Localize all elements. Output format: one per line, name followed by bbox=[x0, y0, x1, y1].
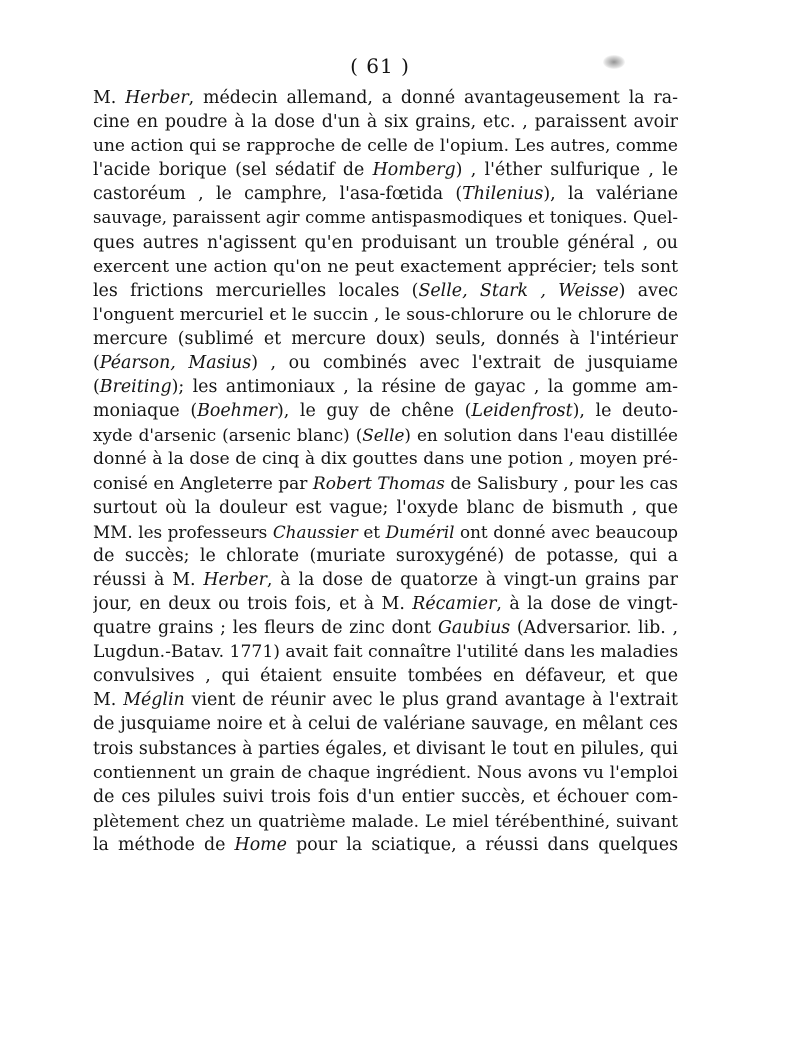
text-run: l'onguent mercuriel et le succin , le sous-chlorure ou le chlorure de bbox=[93, 304, 678, 325]
text-line bbox=[93, 616, 678, 640]
text-run: sauvage, paraissent agir comme antispasmodiques et toniques. Quel- bbox=[93, 208, 678, 228]
text-run: ( bbox=[93, 377, 100, 398]
page-number: ( 61 ) bbox=[350, 54, 410, 78]
italic-name: Robert Thomas bbox=[312, 473, 445, 494]
italic-name: Gaubius bbox=[437, 618, 511, 639]
text-line bbox=[93, 399, 678, 423]
italic-name: Récamier bbox=[412, 593, 497, 614]
text-line bbox=[93, 255, 678, 279]
italic-name: Selle, Stark , Weisse bbox=[418, 280, 619, 301]
text-run: trois substances à parties égales, et divisant le tout en pilules, qui bbox=[93, 738, 678, 759]
text-run: ), le deuto- bbox=[572, 401, 678, 422]
text-run: la méthode de bbox=[93, 834, 235, 855]
text-run: ) , l'éther sulfurique , le bbox=[455, 160, 678, 181]
text-run: moniaque ( bbox=[93, 401, 198, 422]
text-line bbox=[93, 110, 678, 134]
text-run: mercure (sublimé et mercure doux) seuls, donnés à l'intérieur bbox=[93, 328, 678, 349]
text-run: une action qui se rapproche de celle de l'opium. Les autres, comme bbox=[93, 136, 678, 157]
text-run: exercent une action qu'on ne peut exactement apprécier; tels sont bbox=[93, 256, 678, 277]
text-line bbox=[93, 423, 678, 447]
italic-name: Péarson, Masius bbox=[99, 353, 252, 374]
text-run: ) en solution dans l'eau distillée bbox=[404, 425, 678, 446]
text-line bbox=[93, 664, 678, 688]
text-run: surtout où la douleur est vague; l'oxyde blanc de bismuth , que bbox=[93, 497, 678, 518]
text-line bbox=[93, 592, 678, 616]
text-line bbox=[93, 206, 678, 230]
text-line bbox=[93, 712, 678, 736]
text-run: ont donné avec beaucoup bbox=[454, 521, 678, 542]
text-run: M. bbox=[93, 690, 124, 711]
text-run: ) , ou combinés avec l'extrait de jusquiame bbox=[251, 353, 678, 374]
italic-name: Leidenfrost bbox=[471, 401, 573, 422]
text-line bbox=[93, 737, 678, 761]
text-line bbox=[93, 568, 678, 592]
body-text bbox=[93, 86, 678, 857]
text-line bbox=[93, 520, 678, 544]
text-run: conisé en Angleterre par bbox=[93, 473, 313, 494]
text-line bbox=[93, 231, 678, 255]
text-run: ( bbox=[93, 353, 100, 374]
text-line bbox=[93, 447, 678, 471]
italic-name: Herber bbox=[203, 569, 267, 590]
text-line bbox=[93, 303, 678, 327]
text-run: xyde d'arsenic (arsenic blanc) ( bbox=[93, 425, 363, 446]
text-run: de jusquiame noire et à celui de valériane sauvage, en mêlant ces bbox=[93, 714, 678, 735]
text-line bbox=[93, 809, 678, 833]
text-line bbox=[93, 496, 678, 520]
text-run: , à la dose de quatorze à vingt-un grains par bbox=[266, 569, 678, 590]
text-run: MM. les professeurs bbox=[93, 521, 273, 542]
text-line bbox=[93, 472, 678, 496]
text-run: jour, en deux ou trois fois, et à M. bbox=[93, 593, 413, 614]
text-run: et bbox=[357, 521, 386, 542]
italic-name: Homberg bbox=[372, 160, 456, 181]
text-run: réussi à M. bbox=[93, 569, 204, 590]
text-line bbox=[93, 351, 678, 375]
italic-name: Boehmer bbox=[197, 401, 277, 422]
text-run: ); les antimoniaux , la résine de gayac , la gomme am- bbox=[171, 377, 678, 398]
italic-name: Breiting bbox=[99, 377, 172, 398]
text-run: quatre grains ; les fleurs de zinc dont bbox=[93, 618, 438, 639]
text-line bbox=[93, 86, 678, 110]
text-run: de succès; le chlorate (muriate suroxygéné) de potasse, qui a bbox=[93, 545, 678, 566]
text-line bbox=[93, 688, 678, 712]
text-run: ), la valériane bbox=[543, 184, 678, 205]
text-line bbox=[93, 761, 678, 785]
text-run: Lugdun.-Batav. 1771) avait fait connaître l'utilité dans les maladies bbox=[93, 642, 678, 663]
text-line bbox=[93, 327, 678, 351]
text-run: , médecin allemand, a donné avantageusement la ra- bbox=[188, 88, 678, 108]
italic-name: Home bbox=[234, 834, 287, 855]
text-line bbox=[93, 833, 678, 857]
text-run: donné à la dose de cinq à dix gouttes dans une potion , moyen pré- bbox=[93, 449, 678, 470]
italic-name: Chaussier bbox=[272, 521, 358, 542]
text-run: castoréum , le camphre, l'asa-fœtida ( bbox=[93, 184, 463, 205]
text-run: pour la sciatique, a réussi dans quelques bbox=[286, 834, 678, 855]
text-line bbox=[93, 182, 678, 206]
text-run: M. bbox=[93, 88, 126, 108]
italic-name: Thilenius bbox=[462, 184, 544, 205]
text-run: ques autres n'agissent qu'en produisant un trouble général , ou bbox=[93, 232, 678, 253]
text-run: plètement chez un quatrième malade. Le miel térébenthiné, suivant bbox=[93, 810, 678, 831]
text-line bbox=[93, 375, 678, 399]
italic-name: Herber bbox=[125, 88, 189, 108]
text-line bbox=[93, 279, 678, 303]
text-run: ) avec bbox=[618, 280, 678, 301]
text-line bbox=[93, 134, 678, 158]
text-run: convulsives , qui étaient ensuite tombées en défaveur, et que bbox=[93, 666, 678, 687]
text-line bbox=[93, 544, 678, 568]
text-run: de ces pilules suivi trois fois d'un entier succès, et échouer com- bbox=[93, 786, 678, 807]
text-run: de Salisbury , pour les cas bbox=[444, 473, 678, 494]
text-run: (Adversarior. lib. , bbox=[510, 618, 678, 639]
text-line bbox=[93, 640, 678, 664]
italic-name: Selle bbox=[362, 425, 405, 446]
text-run: cine en poudre à la dose d'un à six grains, etc. , paraissent avoir bbox=[93, 112, 678, 133]
italic-name: Duméril bbox=[385, 521, 455, 542]
ink-smudge bbox=[603, 55, 625, 69]
text-run: ), le guy de chêne ( bbox=[276, 401, 472, 422]
text-run: l'acide borique (sel sédatif de bbox=[93, 160, 373, 181]
text-line bbox=[93, 158, 678, 182]
text-run: vient de réunir avec le plus grand avantage à l'extrait bbox=[184, 690, 678, 711]
text-run: les frictions mercurielles locales ( bbox=[93, 280, 419, 301]
text-run: , à la dose de vingt- bbox=[496, 593, 678, 614]
italic-name: Méglin bbox=[123, 690, 185, 711]
text-run: contiennent un grain de chaque ingrédient. Nous avons vu l'emploi bbox=[93, 762, 678, 783]
text-line bbox=[93, 785, 678, 809]
